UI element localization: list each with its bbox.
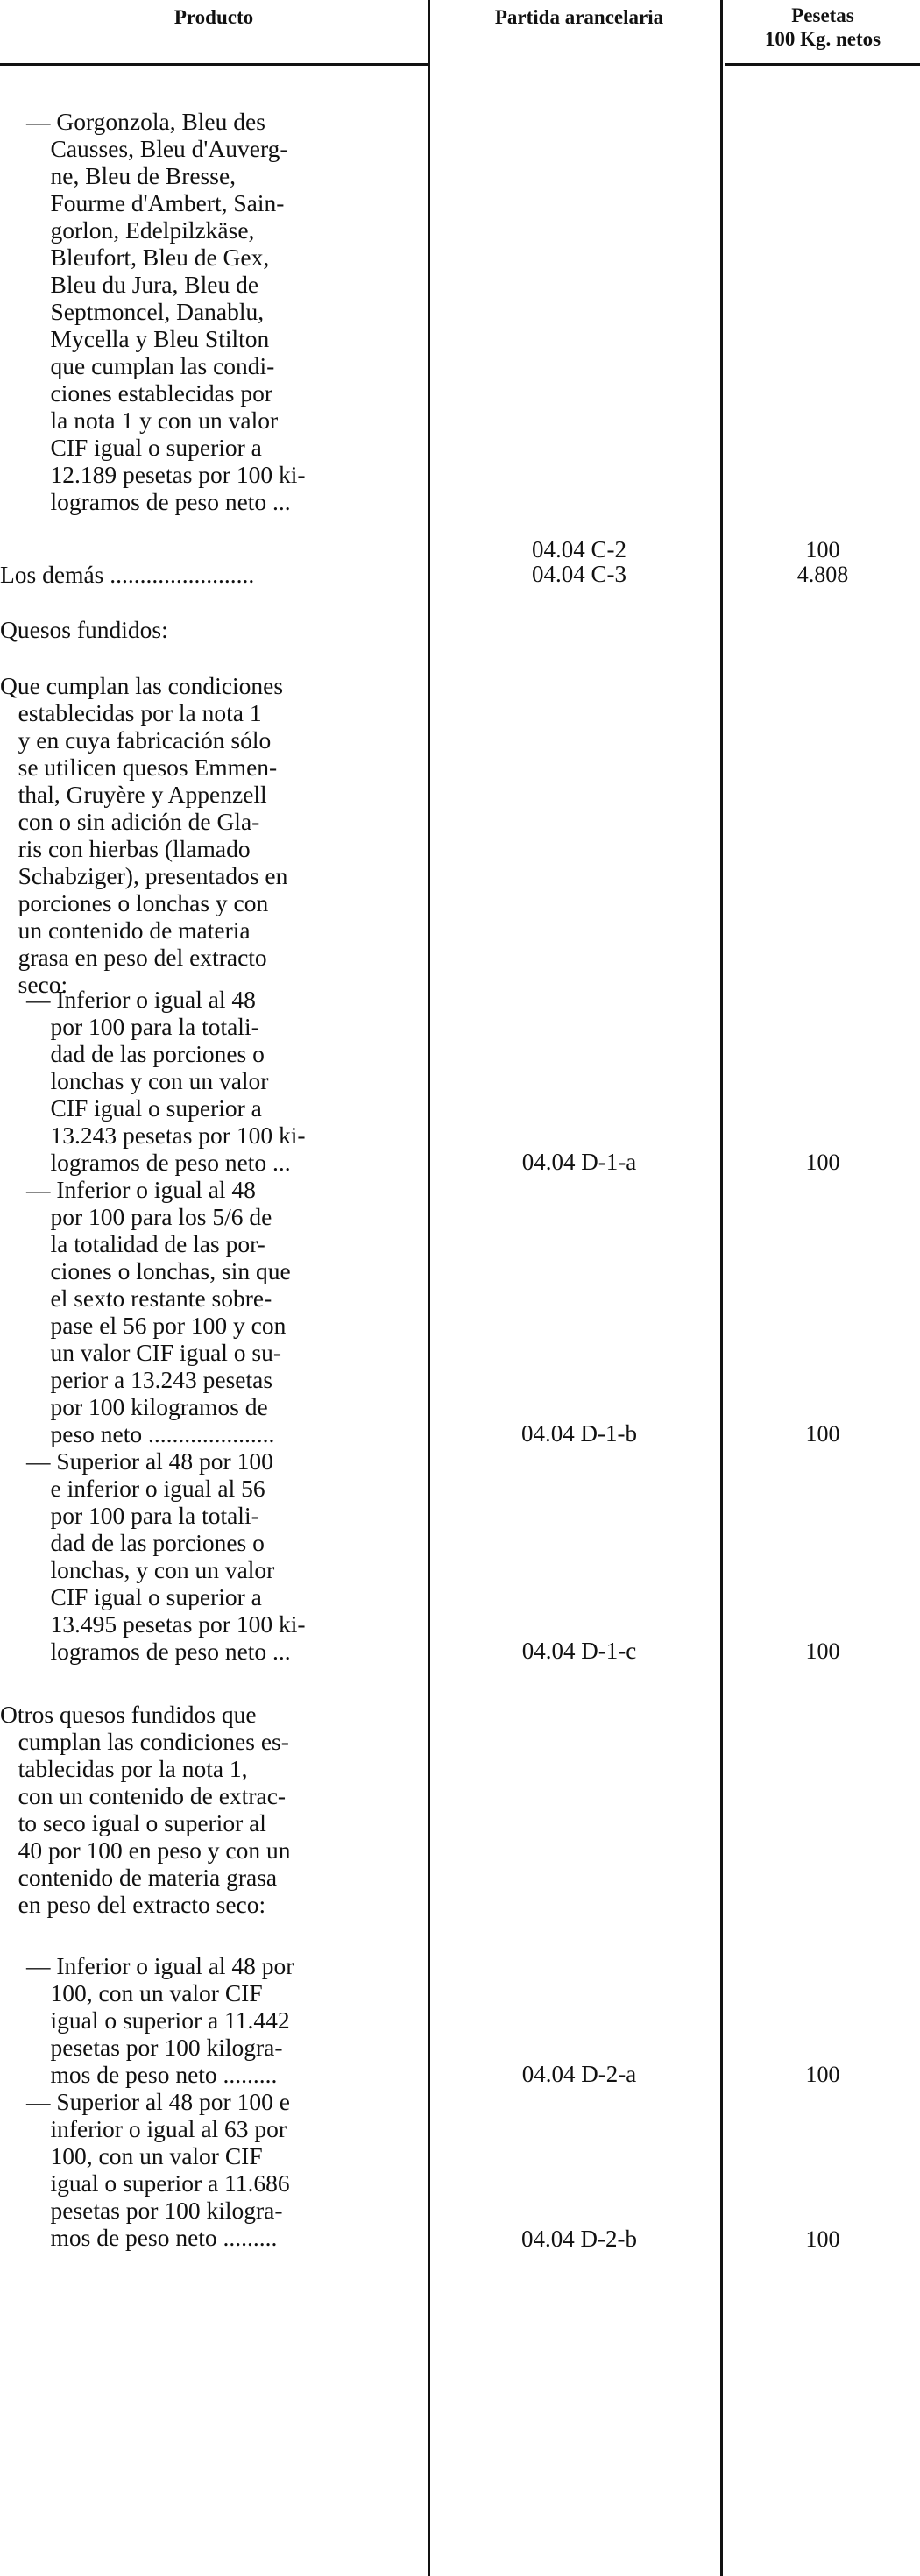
row-description: — Inferior o igual al 48 por 100 para los 5/6 de la totalidad de las por- ciones o lonchas, sin que el sexto restante sobre- pase el 56 por 100 y con un valor CIF igual o su- perior a 13.243 pesetas por 100 kilogramos de peso neto ..................... <box>26 1176 291 1447</box>
section-heading: Quesos fundidos: <box>0 616 168 643</box>
row-code: 04.04 D-2-a <box>521 2061 637 2087</box>
row-rate: 100 <box>805 537 840 563</box>
row-description: Los demás ........................ <box>0 561 255 588</box>
pesetas-header-line1: Pesetas <box>791 4 854 26</box>
row-code: 04.04 D-2-b <box>521 2226 637 2252</box>
row-description: Que cumplan las condiciones establecidas por la nota 1 y en cuya fabricación sólo se utilicen quesos Emmen- thal, Gruyère y Appenzell con o sin adición de Gla- ris con hierbas (llamado Schabziger), presentados en porciones o lonchas y con un contenido de materia grasa en peso del extracto seco: <box>0 672 288 998</box>
column-header-partida: Partida arancelaria <box>494 6 664 28</box>
column-header-pesetas <box>725 4 920 51</box>
row-description: — Gorgonzola, Bleu des Causses, Bleu d'Auverg- ne, Bleu de Bresse, Fourme d'Ambert, Sain- gorlon, Edelpilzkäse, Bleufort, Bleu de Gex, Bleu du Jura, Bleu de Septmoncel, Danablu, Mycella y Bleu Stilton que cumplan las condi- ciones establecidas por la nota 1 y con un valor CIF igual o superior a 12.189 pesetas por 100 ki- logramos de peso neto ... <box>26 108 306 515</box>
row-rate: 100 <box>805 2062 840 2087</box>
row-description: — Inferior o igual al 48 por 100 para la totali- dad de las porciones o lonchas y con un valor CIF igual o superior a 13.243 pesetas por 100 ki- logramos de peso neto ... <box>26 986 306 1176</box>
row-rate: 100 <box>805 1638 840 1664</box>
column-divider-1 <box>428 0 430 2576</box>
row-description: — Inferior o igual al 48 por 100, con un valor CIF igual o superior a 11.442 pesetas por 100 kilogra- mos de peso neto ......... <box>26 1952 294 2088</box>
header-rule-pesetas <box>725 63 920 66</box>
row-rate: 100 <box>805 1421 840 1447</box>
row-rate: 100 <box>805 2226 840 2252</box>
row-code: 04.04 C-3 <box>532 561 626 587</box>
row-description: — Superior al 48 por 100 e inferior o igual al 63 por 100, con un valor CIF igual o superior a 11.686 pesetas por 100 kilogra- mos de peso neto ......... <box>26 2088 290 2251</box>
column-divider-2 <box>720 0 723 2576</box>
row-description: Otros quesos fundidos que cumplan las condiciones es- tablecidas por la nota 1, con un contenido de extrac- to seco igual o superior al 40 por 100 en peso y con un contenido de materia grasa en peso del extracto seco: <box>0 1701 291 1918</box>
row-code: 04.04 C-2 <box>532 536 626 563</box>
row-rate: 100 <box>805 1150 840 1175</box>
row-rate: 4.808 <box>796 562 849 587</box>
row-code: 04.04 D-1-c <box>521 1638 637 1664</box>
column-header-producto: Producto <box>173 6 254 28</box>
row-description: — Superior al 48 por 100 e inferior o igual al 56 por 100 para la totali- dad de las porciones o lonchas, y con un valor CIF igual o superior a 13.495 pesetas por 100 ki- logramos de peso neto ... <box>26 1447 306 1665</box>
pesetas-header-line2: 100 Kg. netos <box>764 28 881 50</box>
row-code: 04.04 D-1-a <box>521 1149 637 1175</box>
header-rule-producto <box>0 63 428 66</box>
row-code: 04.04 D-1-b <box>521 1420 637 1447</box>
